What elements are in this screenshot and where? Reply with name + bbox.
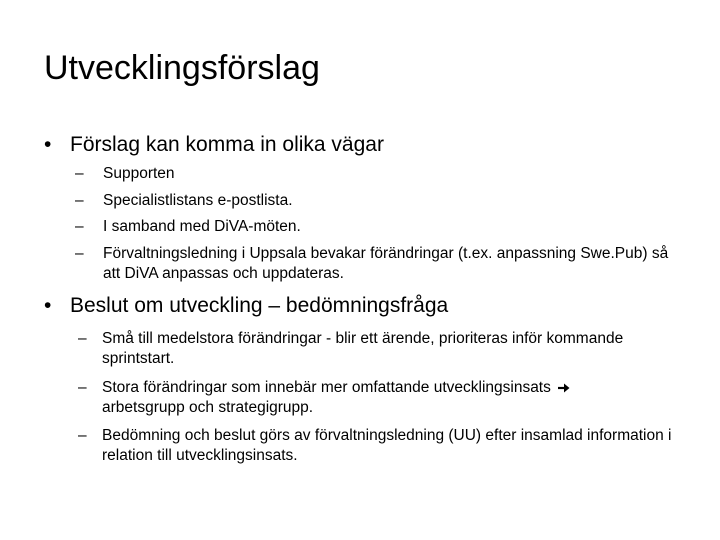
bullet-text: Förslag kan komma in olika vägar	[70, 133, 384, 156]
sub-bullet-text: I samband med DiVA-möten.	[103, 218, 301, 235]
bullet-text: Beslut om utveckling – bedömningsfråga	[70, 294, 449, 317]
dash-marker: –	[78, 379, 87, 396]
sub-bullet-text	[102, 378, 682, 418]
dash-marker: –	[78, 427, 87, 444]
bullet-dot: •	[44, 133, 52, 156]
sub-bullet-text: Specialistlistans e-postlista.	[103, 192, 293, 209]
sub-bullet-text-part: arbetsgrupp och strategigrupp.	[102, 399, 314, 416]
dash-marker: –	[75, 192, 84, 209]
sub-bullet-text: Förvaltningsledning i Uppsala bevakar förändringar (t.ex. anpassning Swe.Pub) så att DiVA anpassas och uppdateras.	[103, 245, 669, 282]
dash-marker: –	[75, 245, 84, 262]
slide-title: Utvecklingsförslag	[44, 49, 320, 87]
right-arrow-icon	[557, 382, 571, 394]
dash-marker: –	[78, 330, 87, 347]
sub-bullet-text: Bedömning och beslut görs av förvaltningsledning (UU) efter insamlad information i relation till utvecklingsinsats.	[102, 427, 672, 464]
sub-bullet-text: Små till medelstora förändringar - blir ett ärende, prioriteras inför kommande sprintstart.	[102, 330, 624, 367]
bullet-dot: •	[44, 294, 52, 317]
sub-bullet-text-part: Stora förändringar som innebär mer omfattande utvecklingsinsats	[102, 379, 551, 396]
dash-marker: –	[75, 218, 84, 235]
dash-marker: –	[75, 165, 84, 182]
sub-bullet-text: Supporten	[103, 165, 175, 182]
